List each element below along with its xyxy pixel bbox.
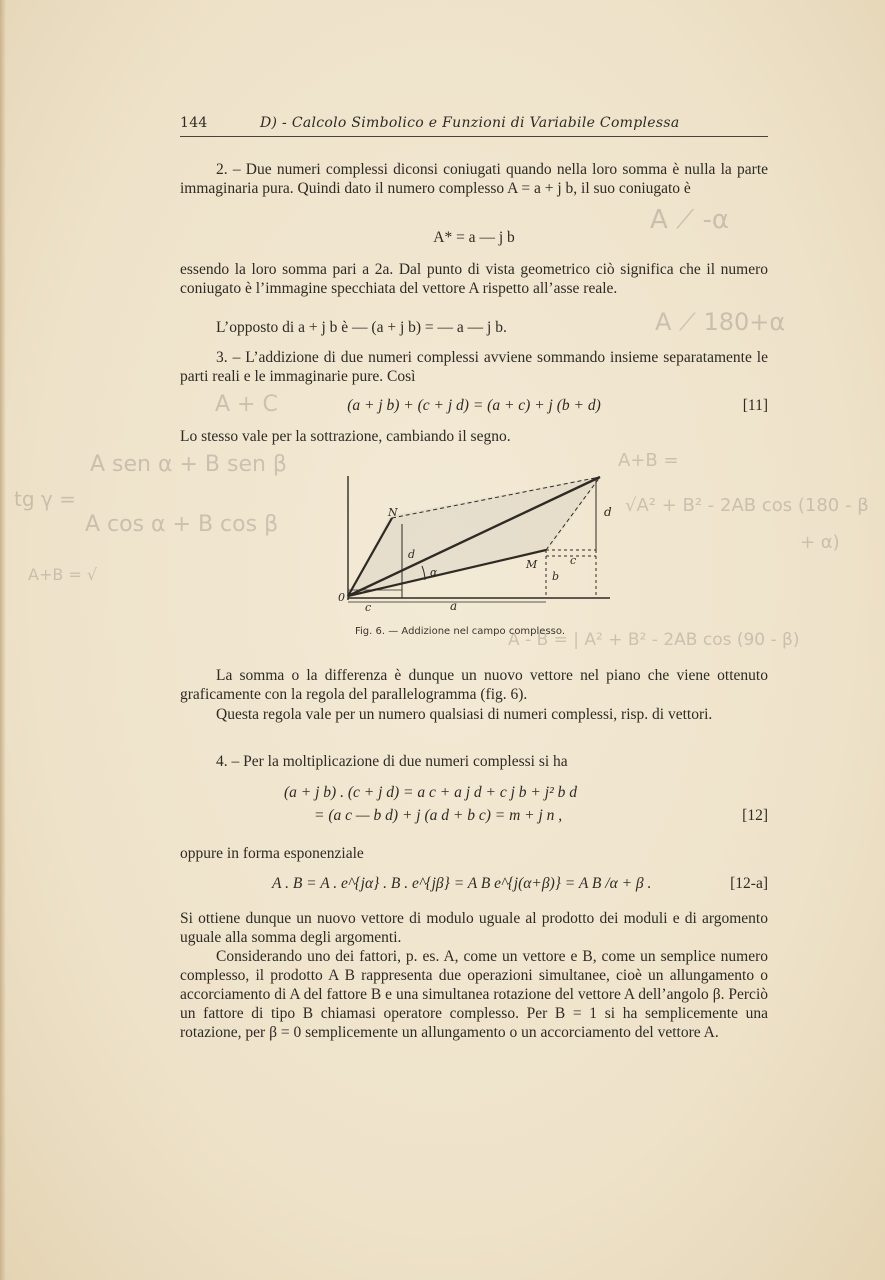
- pencil-note: A+B =: [618, 450, 679, 471]
- parallelogram-paragraph: La somma o la differenza è dunque un nuovo vettore nel piano che viene ottenuto graficamente con la regola del parallelogramma (fig. 6).: [180, 667, 768, 703]
- conjugate-formula: A* = a — j b: [433, 229, 515, 246]
- vector-addition-figure: [330, 468, 620, 618]
- pencil-note: tg γ =: [14, 487, 76, 511]
- multiplication-formula-line-2: [180, 807, 768, 825]
- opposite-paragraph: L’opposto di a + j b è — (a + j b) = — a — j b.: [216, 319, 507, 336]
- pencil-note: A ⟋ -α: [650, 205, 730, 235]
- pencil-note: √A² + B² - 2AB cos (180 - β: [625, 495, 869, 516]
- label-N: N: [388, 506, 398, 519]
- label-b: b: [552, 570, 560, 583]
- product-result-paragraph: Si ottiene dunque un nuovo vettore di modulo uguale al prodotto dei moduli e di argomento uguale alla somma degli argomenti.: [180, 910, 768, 946]
- pencil-note: A cos α + B cos β: [85, 512, 279, 537]
- section-2-geometry-paragraph: essendo la loro somma pari a 2a. Dal punto di vista geometrico ciò significa che il numero coniugato è l’immagine specchiata del vettore A rispetto all’asse reale.: [180, 261, 768, 297]
- equation-number-12: [12]: [742, 807, 768, 824]
- exponential-formula: [180, 875, 768, 893]
- pencil-note: + α): [800, 532, 840, 553]
- multiplication-formula-line-1: (a + j b) . (c + j d) = a c + a j d + c j b + j² b d: [284, 784, 577, 801]
- label-M: M: [526, 558, 538, 571]
- label-d-mid: d: [408, 548, 416, 561]
- pencil-note: A+B = √: [28, 565, 98, 584]
- section-3-paragraph: 3. – L’addizione di due numeri complessi avviene sommando insieme separatamente le parti reali e le immaginarie pure. Così: [180, 349, 768, 385]
- pencil-note: A sen α + B sen β: [90, 452, 287, 477]
- pencil-note: A ⟋ 180+α: [655, 308, 786, 336]
- label-d: d: [604, 505, 612, 519]
- equation-number-11: [11]: [742, 397, 768, 414]
- exponential-intro: oppure in forma esponenziale: [180, 845, 364, 862]
- pencil-note: A + C: [215, 392, 278, 417]
- figure-caption: Fig. 6. — Addizione nel campo complesso.: [355, 626, 565, 637]
- label-a: a: [450, 599, 458, 613]
- exponential-formula-text: A . B = A . e^{jα} . B . e^{jβ} = A B e^{j(α+β)} = A B /α + β .: [272, 875, 652, 892]
- running-header: [180, 110, 768, 137]
- label-origin: 0: [338, 591, 345, 604]
- label-c: c: [570, 554, 577, 567]
- addition-formula-text: (a + j b) + (c + j d) = (a + c) + j (b + d): [347, 397, 601, 414]
- pencil-note: A - B = | A² + B² - 2AB cos (90 - β): [508, 630, 800, 650]
- multiplication-formula-line-2-text: = (a c — b d) + j (a d + b c) = m + j n ,: [314, 807, 563, 824]
- operator-paragraph: Considerando uno dei fattori, p. es. A, come un vettore e B, come un semplice numero complesso, il prodotto A B rappresenta due operazioni simultanee, cioè un allungamento o accorciamento di A del fattore B e una simultanea rotazione del vettore A dell’angolo β. Perciò un fattore di tipo B chiamasi operatore complesso. Per B = 1 si ha semplicemente una rotazione, per β = 0 semplicemente un allungamento o un accorciamento del vettore A.: [180, 948, 768, 1041]
- section-4-paragraph: 4. – Per la moltiplicazione di due numeri complessi si ha: [216, 753, 568, 770]
- addition-formula: [180, 397, 768, 415]
- subtraction-note: Lo stesso vale per la sottrazione, cambiando il segno.: [180, 428, 511, 445]
- section-2-paragraph: 2. – Due numeri complessi diconsi coniugati quando nella loro somma è nulla la parte immaginaria pura. Quindi dato il numero complesso A = a + j b, il suo coniugato è: [180, 161, 768, 197]
- page-number: 144: [180, 115, 208, 131]
- chapter-title: D) - Calcolo Simbolico e Funzioni di Variabile Complessa: [260, 115, 680, 131]
- multiple-vectors-paragraph: Questa regola vale per un numero qualsiasi di numeri complessi, risp. di vettori.: [216, 706, 713, 723]
- label-alpha: α: [430, 566, 438, 579]
- page-edge-shadow: [0, 0, 6, 1280]
- label-c-low: c: [365, 601, 372, 614]
- equation-number-12a: [12-a]: [730, 875, 768, 892]
